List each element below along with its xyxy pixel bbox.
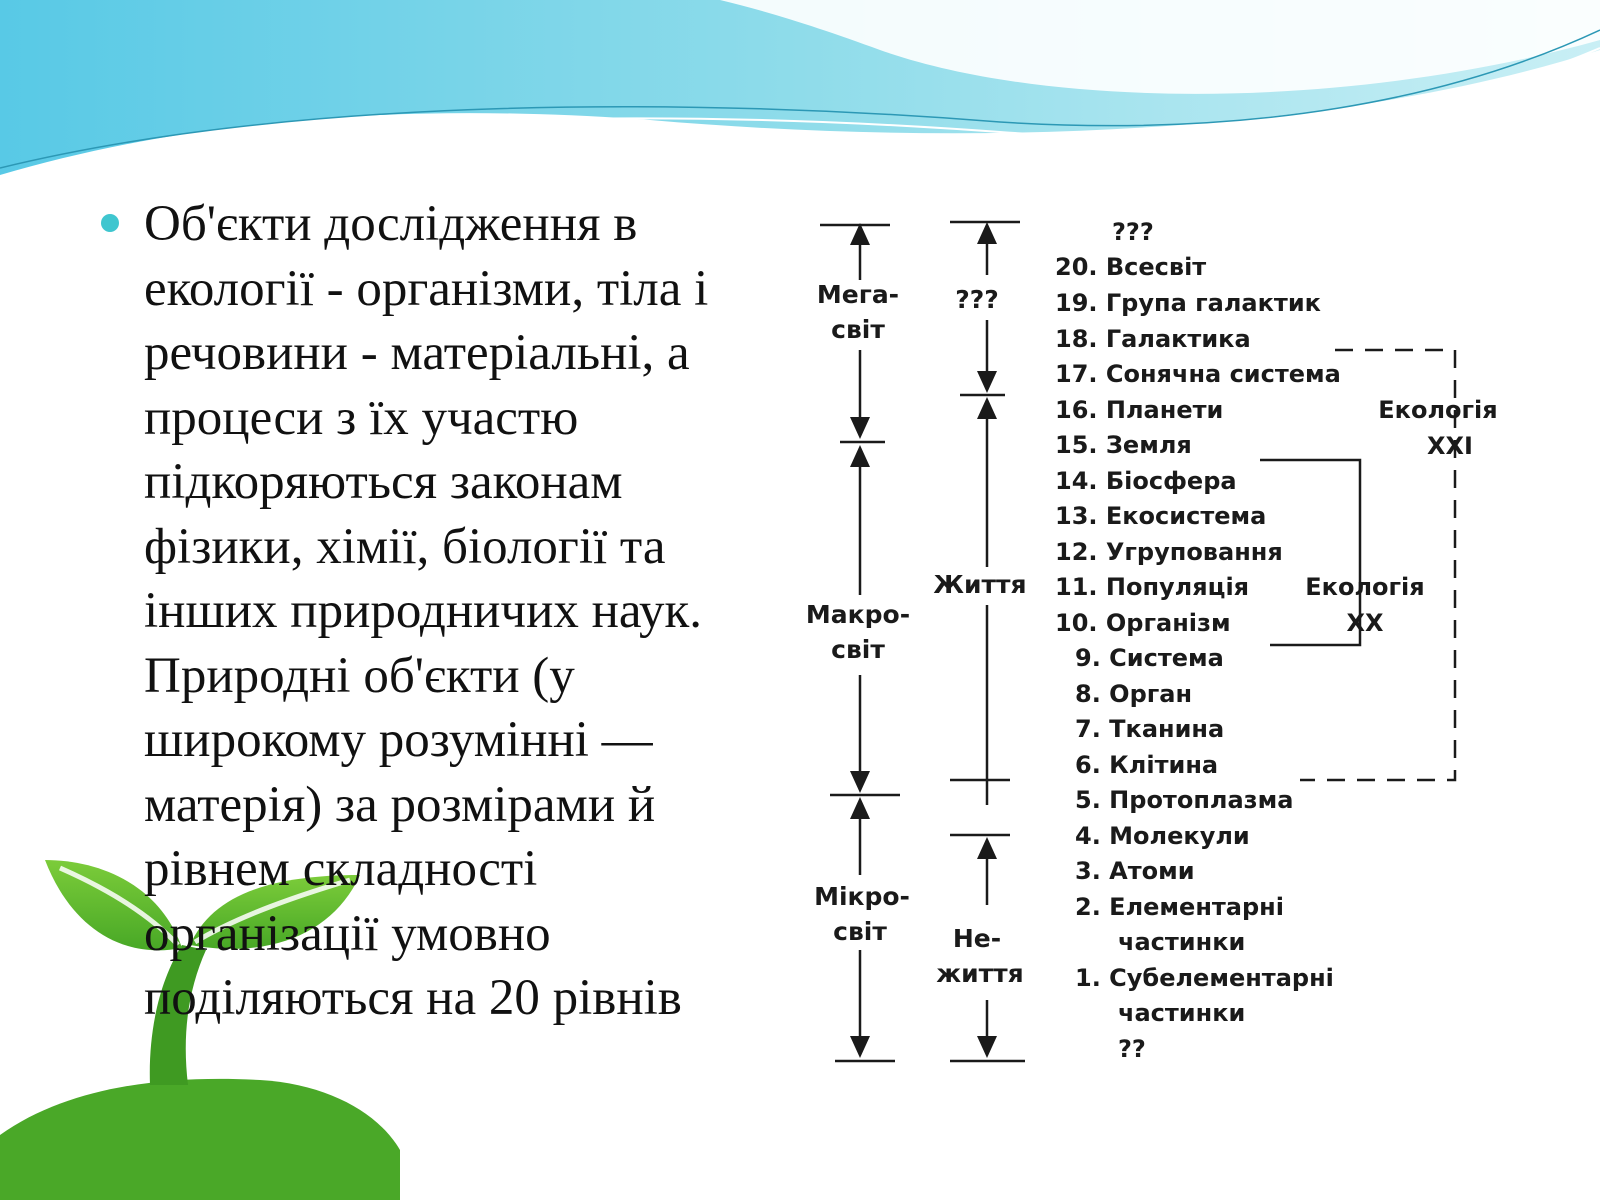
svg-text:Життя <box>933 570 1026 599</box>
level-2: 2. Елементарні <box>1075 893 1284 921</box>
ecology-xxi-label-1: Екологія <box>1378 396 1498 424</box>
top-unknown-mark: ??? <box>1112 218 1154 246</box>
svg-text:Мега- <box>817 280 899 309</box>
nonlife-label-1: Не- <box>952 924 1002 953</box>
level-1-continued: частинки <box>1118 999 1246 1027</box>
level-2-continued: частинки <box>1118 928 1246 956</box>
svg-text:Екологія <box>1305 573 1424 601</box>
svg-text:??? <box>955 285 999 314</box>
ecology-xxi-label-2: XXI <box>1427 432 1473 460</box>
svg-text:світ <box>831 635 885 664</box>
mikrosvit-label-2: світ <box>833 917 887 946</box>
bullet-dot <box>101 214 119 232</box>
level-19: 19. Група галактик <box>1055 289 1321 317</box>
organization-levels-diagram <box>800 205 1550 1085</box>
bottom-unknown-mark: ?? <box>1118 1035 1146 1063</box>
level-13: 13. Екосистема <box>1055 502 1267 530</box>
megasvit-label-2: світ <box>831 315 885 344</box>
nonlife-label-2: життя <box>936 959 1024 988</box>
megasvit-label-1: Мега- <box>816 280 900 309</box>
level-9: 9. Система <box>1075 644 1224 672</box>
svg-text:Мікро- <box>814 882 910 911</box>
level-12: 12. Угруповання <box>1055 538 1283 566</box>
level-1: 1. Субелементарні <box>1075 964 1334 992</box>
ecology-xx-label-2: XX <box>1346 609 1384 637</box>
makrosvit-label-1: Макро- <box>805 600 911 629</box>
level-17: 17. Сонячна система <box>1055 360 1341 388</box>
level-20: 20. Всесвіт <box>1055 253 1207 281</box>
svg-text:Екологія <box>1378 396 1497 424</box>
ecology-xx-label-1: Екологія <box>1305 573 1425 601</box>
level-16: 16. Планети <box>1055 396 1224 424</box>
svg-text:Не- <box>953 924 1001 953</box>
slide-body-text: Об'єкти дослідження в екології - організми, тіла і речовини - матеріальні, а процеси з їх участю підкоряються законам фізики, хімії, біології та інших природничих наук. Природні об'єкти (у широкому розумінні — матерія) за розмірами й рівнем складності організації умовно поділяються на 20 рівнів <box>144 196 709 1026</box>
svg-text:XXI <box>1427 432 1473 460</box>
level-3: 3. Атоми <box>1075 857 1195 885</box>
level-11: 11. Популяція <box>1055 573 1250 601</box>
level-14: 14. Біосфера <box>1055 467 1237 495</box>
level-6: 6. Клітина <box>1075 751 1219 779</box>
level-8: 8. Орган <box>1075 680 1193 708</box>
unknown-upper-label: ??? <box>955 285 999 314</box>
svg-text:XX <box>1346 609 1384 637</box>
life-label: Життя <box>933 570 1027 599</box>
svg-text:життя <box>936 959 1023 988</box>
makrosvit-label-2: світ <box>831 635 885 664</box>
mikrosvit-label-1: Мікро- <box>814 882 910 911</box>
level-5: 5. Протоплазма <box>1075 786 1294 814</box>
svg-text:світ <box>833 917 887 946</box>
level-18: 18. Галактика <box>1055 325 1251 353</box>
level-15: 15. Земля <box>1055 431 1192 459</box>
level-4: 4. Молекули <box>1075 822 1250 850</box>
level-10: 10. Організм <box>1055 609 1231 637</box>
svg-text:світ <box>831 315 885 344</box>
svg-text:Макро- <box>806 600 910 629</box>
level-7: 7. Тканина <box>1075 715 1225 743</box>
